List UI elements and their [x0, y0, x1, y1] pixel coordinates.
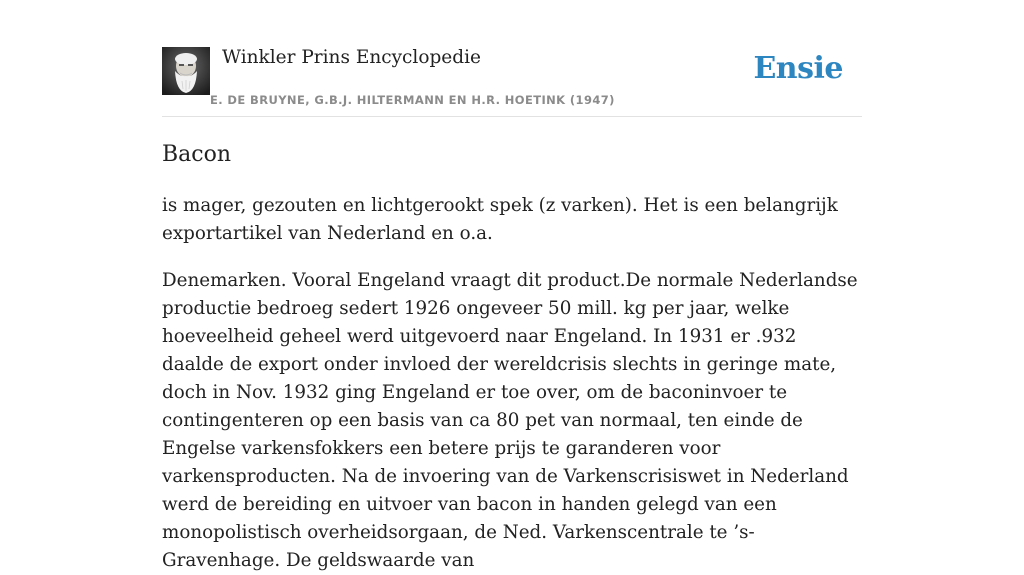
article-title: Bacon [162, 142, 232, 167]
source-header [162, 0, 862, 117]
article-paragraph: is mager, gezouten en lichtgerookt spek (z varken). Het is een belangrijk exportartikel van Nederland en o.a. [162, 195, 838, 244]
ensie-logo-link[interactable]: Ensie [753, 51, 843, 86]
page-container [162, 0, 862, 571]
source-avatar[interactable] [162, 47, 210, 95]
bearded-man-portrait-icon [162, 47, 210, 95]
source-authors: E. DE BRUYNE, G.B.J. HILTERMANN EN H.R. HOETINK (1947) [210, 93, 615, 107]
source-title[interactable]: Winkler Prins Encyclopedie [222, 47, 481, 68]
article-paragraph: Denemarken. Vooral Engeland vraagt dit product.De normale Nederlandse productie bedroeg sedert 1926 ongeveer 50 mill. kg per jaar, welke hoeveelheid geheel werd uitgevoerd naar Engeland. In 1931 er .932 daalde de export onder invloed der wereldcrisis slechts in geringe mate, doch in Nov. 1932 ging Engeland er toe over, om de baconinvoer te contingenteren op een basis van ca 80 pet van normaal, ten einde de Engelse varkensfokkers een betere prijs te garanderen voor varkensproducten. Na de invoering van de Varkenscrisiswet in Nederland werd de bereiding en uitvoer van bacon in handen gelegd van een monopolistisch overheidsorgaan, de Ned. Varkenscentrale te ’s-Gravenhage. De geldswaarde van [162, 270, 858, 571]
